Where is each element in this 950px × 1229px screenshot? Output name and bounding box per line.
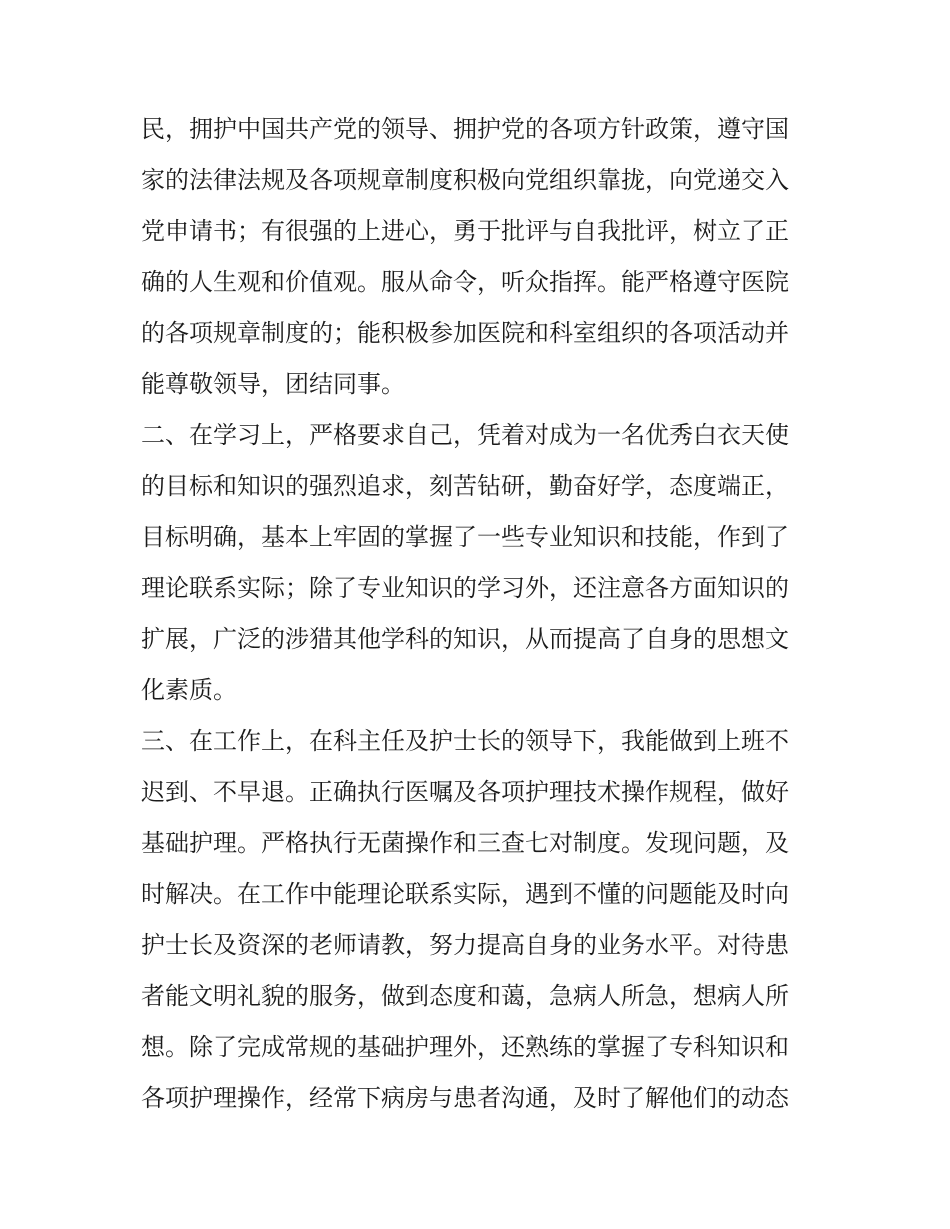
text-line: 民，拥护中国共产党的领导、拥护党的各项方针政策，遵守国 xyxy=(141,115,789,143)
text-line: 的目标和知识的强烈追求，刻苦钻研，勤奋好学，态度端正， xyxy=(141,472,789,500)
text-line: 三、在工作上，在科主任及护士长的领导下，我能做到上班不 xyxy=(141,727,789,755)
text-line: 党申请书；有很强的上进心，勇于批评与自我批评，树立了正 xyxy=(141,217,789,245)
text-line: 能尊敬领导，团结同事。 xyxy=(141,370,405,398)
text-line: 目标明确，基本上牢固的掌握了一些专业知识和技能，作到了 xyxy=(141,523,789,551)
text-line: 的各项规章制度的；能积极参加医院和科室组织的各项活动并 xyxy=(141,319,789,347)
document-body xyxy=(141,104,813,1124)
text-line: 二、在学习上，严格要求自己，凭着对成为一名优秀白衣天使 xyxy=(141,421,789,449)
text-line: 护士长及资深的老师请教，努力提高自身的业务水平。对待患 xyxy=(141,931,789,959)
text-line: 理论联系实际；除了专业知识的学习外，还注意各方面知识的 xyxy=(141,574,789,602)
text-line: 者能文明礼貌的服务，做到态度和蔼，急病人所急，想病人所 xyxy=(141,982,789,1010)
text-line: 扩展，广泛的涉猎其他学科的知识，从而提高了自身的思想文 xyxy=(141,625,789,653)
text-line: 确的人生观和价值观。服从命令，听众指挥。能严格遵守医院 xyxy=(141,268,789,296)
text-line: 化素质。 xyxy=(141,676,237,704)
text-line: 时解决。在工作中能理论联系实际，遇到不懂的问题能及时向 xyxy=(141,880,789,908)
text-line: 迟到、不早退。正确执行医嘱及各项护理技术操作规程，做好 xyxy=(141,778,789,806)
text-line: 想。除了完成常规的基础护理外，还熟练的掌握了专科知识和 xyxy=(141,1033,789,1061)
text-line: 家的法律法规及各项规章制度积极向党组织靠拢，向党递交入 xyxy=(141,166,789,194)
text-line: 基础护理。严格执行无菌操作和三查七对制度。发现问题，及 xyxy=(141,829,789,857)
text-line: 各项护理操作，经常下病房与患者沟通，及时了解他们的动态 xyxy=(141,1084,789,1112)
